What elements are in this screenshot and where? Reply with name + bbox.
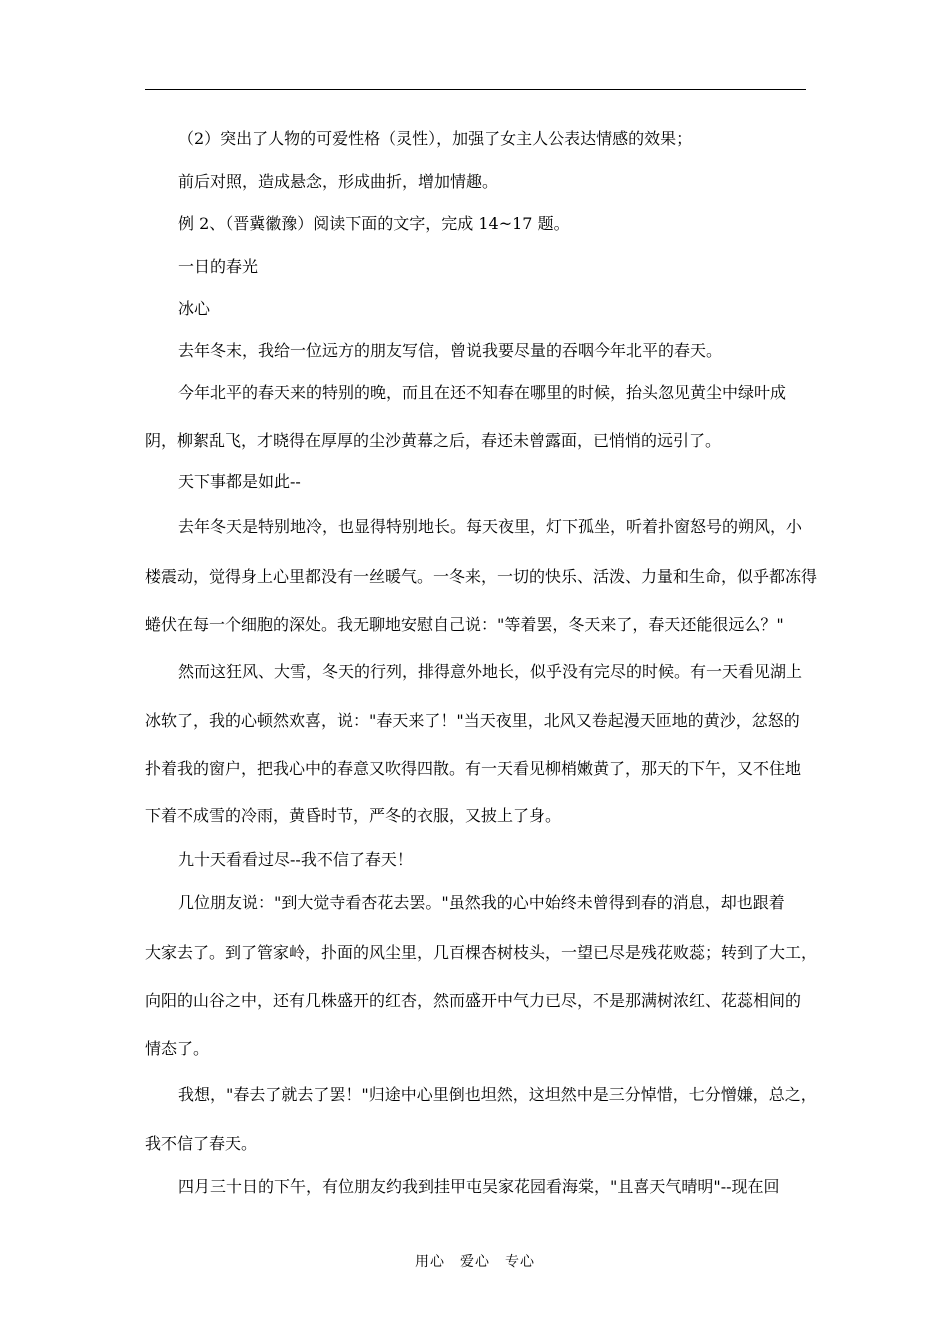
text-line: 然而这狂风、大雪，冬天的行列，排得意外地长，似乎没有完尽的时候。有一天看见湖上 bbox=[178, 662, 803, 681]
text-line: 我想，"春去了就去了罢！"归途中心里倒也坦然，这坦然中是三分悼惜，七分憎嫌，总之， bbox=[178, 1085, 817, 1104]
text-line: （2）突出了人物的可爱性格（灵性），加强了女主人公表达情感的效果； bbox=[178, 129, 693, 148]
text-line: 蜷伏在每一个细胞的深处。我无聊地安慰自己说："等着罢，冬天来了，春天还能很远么？" bbox=[145, 615, 784, 634]
text-line: 前后对照，造成悬念，形成曲折，增加情趣。 bbox=[178, 172, 499, 191]
article-author: 冰心 bbox=[178, 299, 211, 318]
text-line: 扑着我的窗户，把我心中的春意又吹得四散。有一天看见柳梢嫩黄了，那天的下午，又不住地 bbox=[145, 759, 802, 778]
text-line: 今年北平的春天来的特别的晚，而且在还不知春在哪里的时候，抬头忽见黄尘中绿叶成 bbox=[178, 383, 787, 402]
article-title: 一日的春光 bbox=[178, 257, 259, 276]
header-rule bbox=[145, 89, 806, 90]
text-line: 下着不成雪的冷雨，黄昏时节，严冬的衣服，又披上了身。 bbox=[145, 806, 562, 825]
text-line: 阴，柳絮乱飞，才晓得在厚厚的尘沙黄幕之后，春还未曾露面，已悄悄的远引了。 bbox=[145, 431, 722, 450]
page-footer: 用心 爱心 专心 bbox=[415, 1254, 535, 1270]
text-line: 情态了。 bbox=[145, 1039, 210, 1058]
text-line: 冰软了，我的心顿然欢喜，说："春天来了！"当天夜里，北风又卷起漫天匝地的黄沙，忿怒的 bbox=[145, 711, 800, 730]
text-line: 我不信了春天。 bbox=[145, 1134, 258, 1153]
text-line: 楼震动，觉得身上心里都没有一丝暖气。一冬来，一切的快乐、活泼、力量和生命，似乎都冻得 bbox=[145, 567, 818, 586]
text-line: 九十天看看过尽--我不信了春天！ bbox=[178, 850, 413, 869]
text-line: 去年冬末，我给一位远方的朋友写信，曾说我要尽量的吞咽今年北平的春天。 bbox=[178, 341, 723, 360]
text-line: 天下事都是如此-- bbox=[178, 472, 301, 491]
text-line: 四月三十日的下午，有位朋友约我到挂甲屯吴家花园看海棠，"且喜天气晴明"--现在回 bbox=[178, 1177, 780, 1196]
text-line: 几位朋友说："到大觉寺看杏花去罢。"虽然我的心中始终未曾得到春的消息，却也跟着 bbox=[178, 893, 785, 912]
text-line: 向阳的山谷之中，还有几株盛开的红杏，然而盛开中气力已尽，不是那满树浓红、花蕊相间的 bbox=[145, 991, 802, 1010]
text-line: 例 2、（晋冀徽豫）阅读下面的文字，完成 14~17 题。 bbox=[178, 214, 570, 233]
text-line: 大家去了。到了管家岭，扑面的风尘里，几百棵杏树枝头，一望已尽是残花败蕊；转到了大工， bbox=[145, 943, 818, 962]
text-line: 去年冬天是特别地冷，也显得特别地长。每天夜里，灯下孤坐，听着扑窗怒号的朔风，小 bbox=[178, 517, 803, 536]
